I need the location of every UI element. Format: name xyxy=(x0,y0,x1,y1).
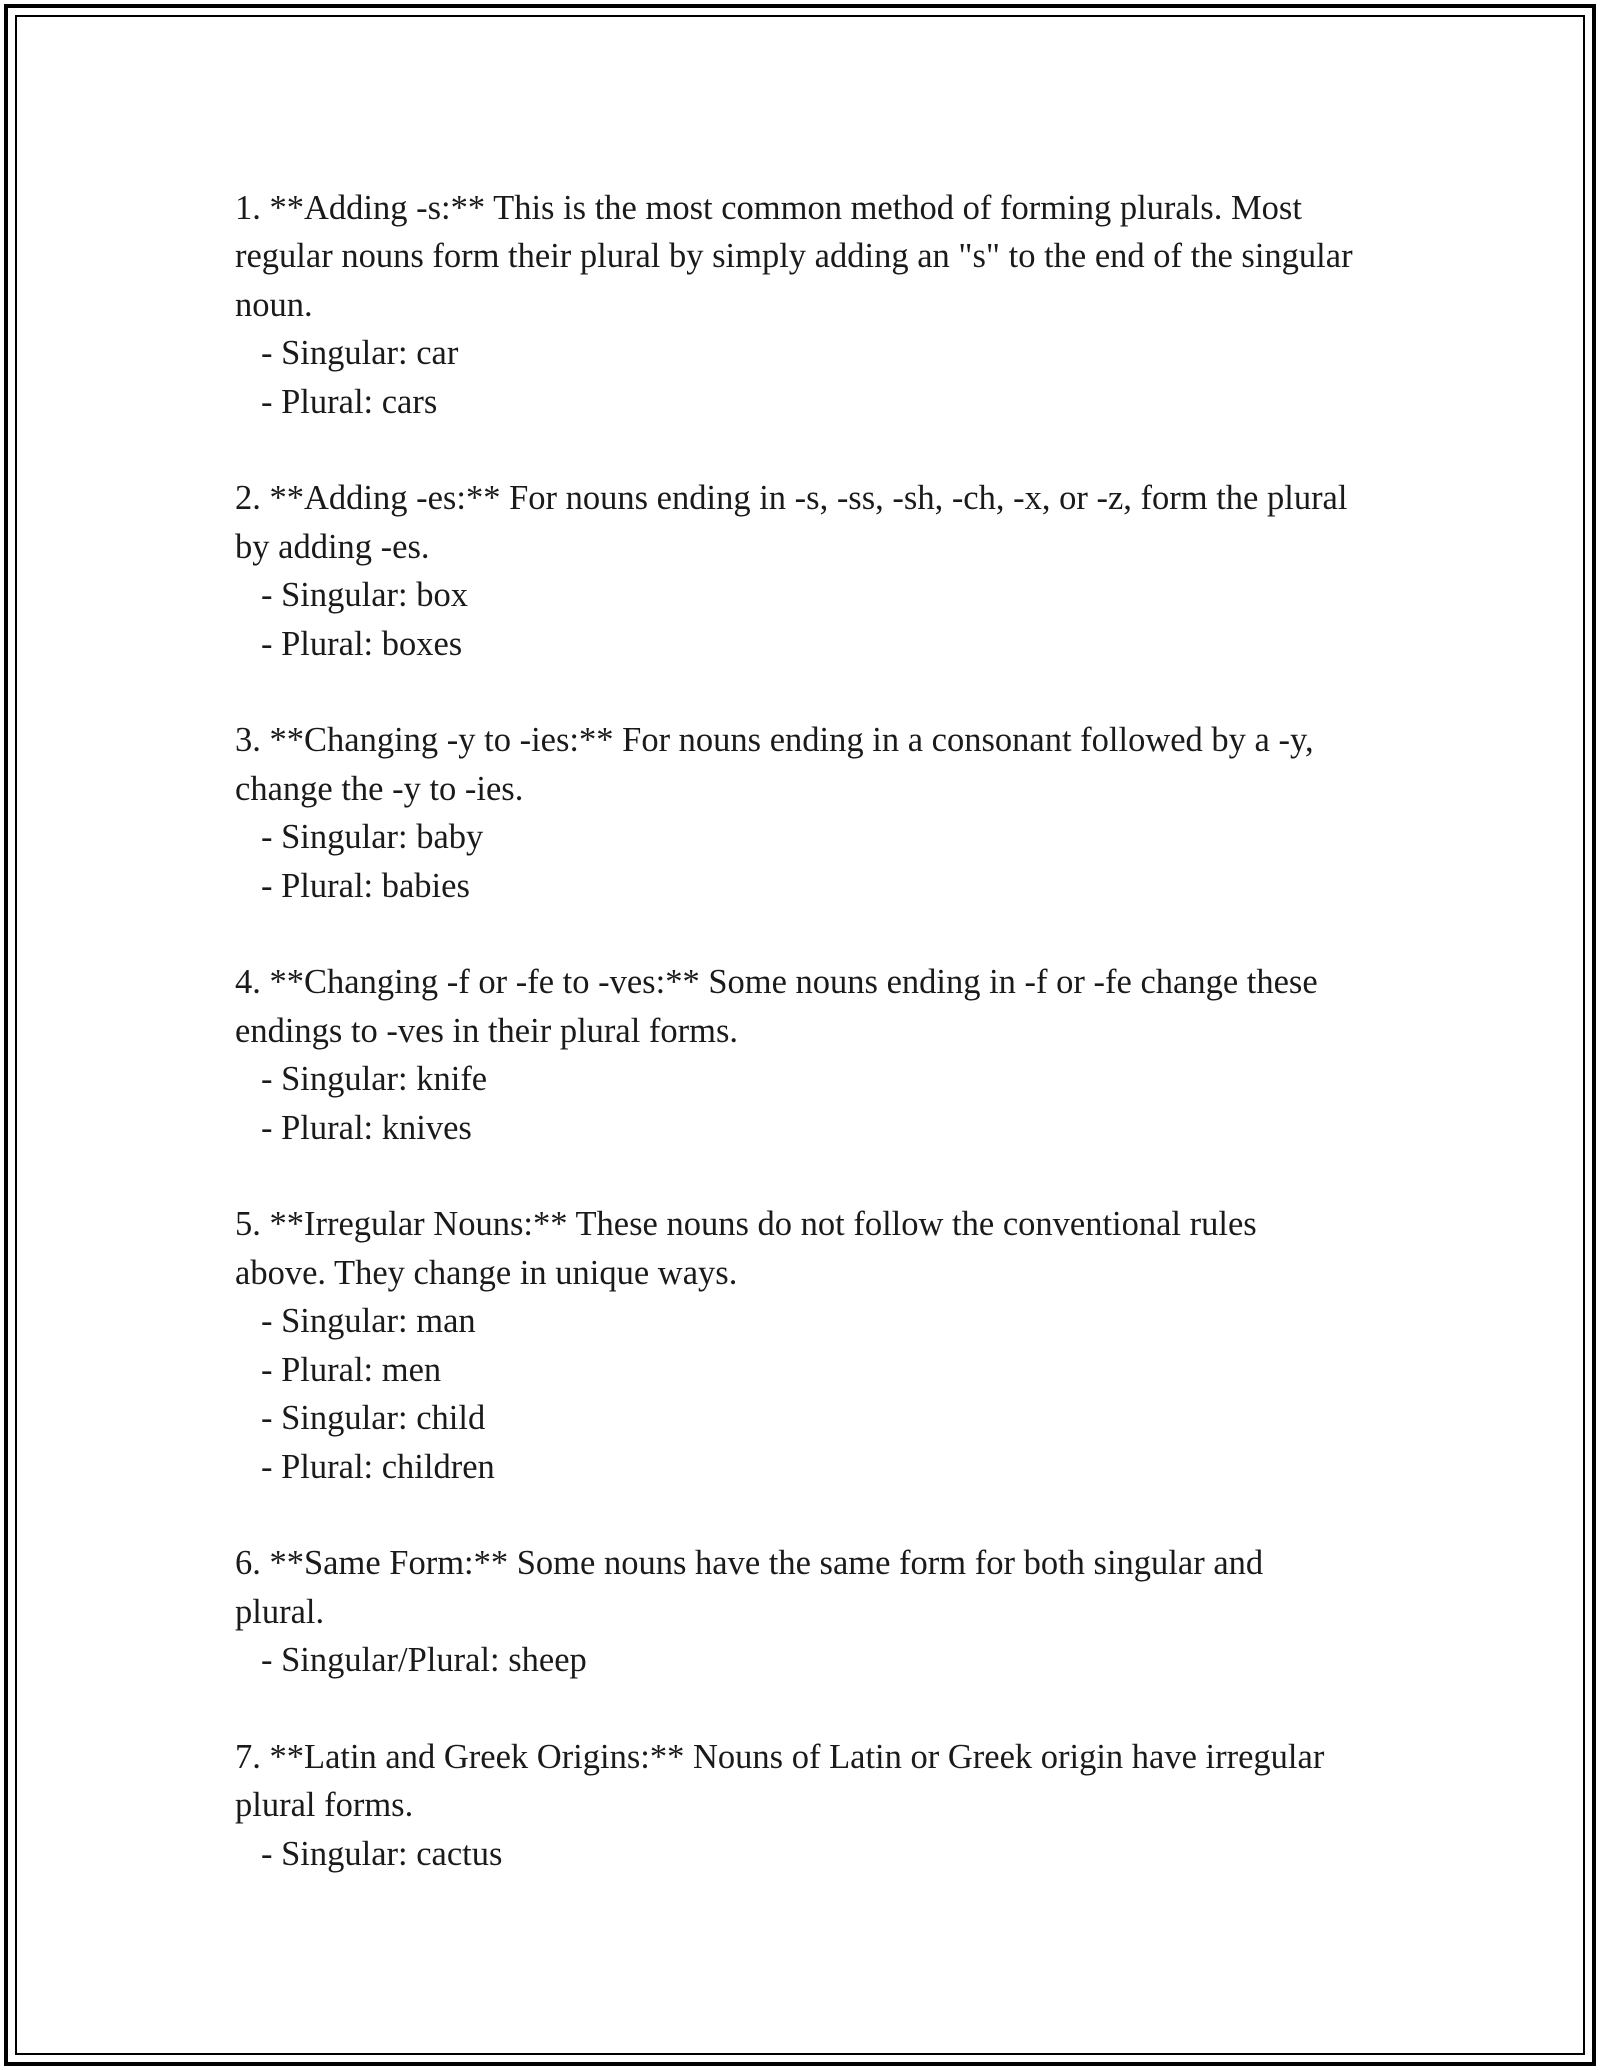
example-item: - Singular: box xyxy=(261,576,468,615)
example-list xyxy=(235,329,1355,426)
rule-text: 1. **Adding -s:** This is the most common method of forming plurals. Most regular nouns form their plural by simply adding an "s" to the end of the singular noun. xyxy=(235,189,1353,324)
document-body xyxy=(235,184,1355,1878)
example-item: - Plural: men xyxy=(261,1350,442,1389)
plural-rule-4 xyxy=(235,958,1355,1152)
plural-rule-3 xyxy=(235,716,1355,910)
example-list xyxy=(235,1297,1355,1491)
example-item: - Plural: cars xyxy=(261,382,438,421)
example-item: - Singular: baby xyxy=(261,818,484,857)
example-item: - Singular: man xyxy=(261,1302,476,1341)
example-item: - Plural: babies xyxy=(261,866,470,905)
rule-text: 2. **Adding -es:** For nouns ending in -s, -ss, -sh, -ch, -x, or -z, form the plural by adding -es. xyxy=(235,479,1348,566)
example-list xyxy=(235,1055,1355,1152)
example-item: - Plural: knives xyxy=(261,1108,472,1147)
example-item: - Singular: knife xyxy=(261,1060,488,1099)
plural-rule-5 xyxy=(235,1200,1355,1490)
example-list xyxy=(235,1636,1355,1684)
example-item: - Singular: cactus xyxy=(261,1834,503,1873)
example-item: - Singular: car xyxy=(261,334,459,373)
rule-text: 6. **Same Form:** Some nouns have the same form for both singular and plural. xyxy=(235,1544,1264,1631)
rule-text: 5. **Irregular Nouns:** These nouns do not follow the conventional rules above. They change in unique ways. xyxy=(235,1205,1257,1292)
rule-text: 3. **Changing -y to -ies:** For nouns ending in a consonant followed by a -y, change the -y to -ies. xyxy=(235,721,1314,808)
example-list xyxy=(235,813,1355,910)
example-list xyxy=(235,1830,1355,1878)
plural-rule-1 xyxy=(235,184,1355,426)
example-item: - Singular: child xyxy=(261,1399,486,1438)
plural-rule-6 xyxy=(235,1539,1355,1684)
example-list xyxy=(235,571,1355,668)
example-item: - Plural: children xyxy=(261,1447,495,1486)
plural-rule-2 xyxy=(235,474,1355,668)
rule-text: 4. **Changing -f or -fe to -ves:** Some nouns ending in -f or -fe change these endings to -ves in their plural forms. xyxy=(235,963,1318,1050)
example-item: - Plural: boxes xyxy=(261,624,463,663)
example-item: - Singular/Plural: sheep xyxy=(261,1641,587,1680)
plural-rule-7 xyxy=(235,1733,1355,1878)
rule-text: 7. **Latin and Greek Origins:** Nouns of Latin or Greek origin have irregular plural forms. xyxy=(235,1737,1325,1825)
